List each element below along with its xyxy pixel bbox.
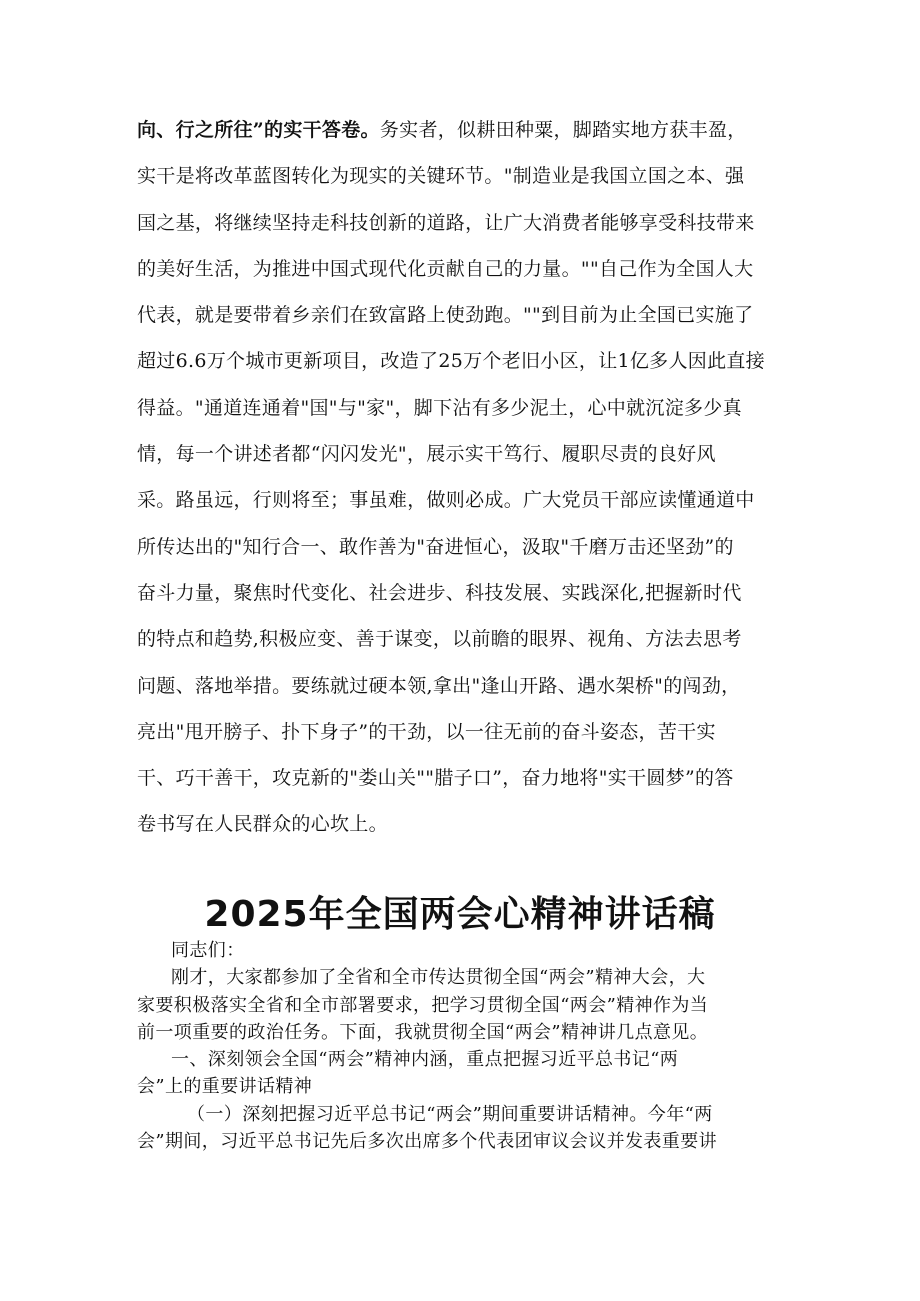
paragraph-line: 的特点和趋势,积极应变、善于谋变，以前瞻的眼界、视角、方法去思考 [137,628,742,651]
paragraph-line: 问题、落地举措。要练就过硬本领,拿出"逢山开路、遇水架桥"的闯劲， [137,674,741,697]
paragraph-line: 实干是将改革蓝图转化为现实的关键环节。"制造业是我国立国之本、强 [137,165,745,188]
paragraph-line: 奋斗力量，聚焦时代变化、社会进步、科技发展、实践深化,把握新时代 [137,581,742,604]
section-heading: 会”上的重要讲话精神 [137,1076,313,1098]
paragraph-line: 亮出"甩开膀子、扑下身子”的干劲，以一往无前的奋斗姿态，苦干实 [137,720,716,743]
body-text-section-1 [137,120,787,861]
paragraph-line: 卷书写在人民群众的心坎上。 [137,813,388,836]
section-heading: 一、深刻领会全国“两会”精神内涵，重点把握习近平总书记“两 [171,1049,679,1071]
paragraph-line: 家要积极落实全省和全市部署要求，把学习贯彻全国“两会”精神作为当 [137,994,709,1016]
paragraph-line: （一）深刻把握习近平总书记“两会”期间重要讲话精神。今年“两 [187,1103,713,1125]
paragraph-line: 超过6.6万个城市更新项目，改造了25万个老旧小区，让1亿多人因此直接 [137,350,765,373]
paragraph-line: 代表，就是要带着乡亲们在致富路上使劲跑。""到目前为止全国已实施了 [137,304,754,327]
paragraph-line: 情，每一个讲述者都“闪闪发光"，展示实干笃行、履职尽责的良好风 [137,443,716,466]
paragraph-line: 的美好生活，为推进中国式现代化贡献自己的力量。""自己作为全国人大 [137,257,754,280]
paragraph-line: 国之基，将继续坚持走科技创新的道路，让广大消费者能够享受科技带来 [137,211,755,234]
greeting: 同志们： [171,940,245,961]
document-title: 2025年全国两会心精神讲话稿 [204,894,716,935]
paragraph-line: 前一项重要的政治任务。下面，我就贯彻全国“两会”精神讲几点意见。 [137,1021,709,1043]
paragraph-line [137,120,787,166]
paragraph-line: 干、巧干善干，攻克新的"娄山关""腊子口”，奋力地将"实干圆梦”的答 [137,767,734,790]
line-text: 务实者，似耕田种粟，脚踏实地方获丰盈， [379,119,747,141]
bold-lead-phrase: 向、行之所往”的实干答卷。 [137,119,380,141]
body-text-section-2 [137,940,787,1158]
paragraph-line: 采。路虽远，行则将至；事虽难，做则必成。广大党员干部应读懂通道中 [137,489,755,512]
paragraph-line: 所传达出的"知行合一、敢作善为"奋进恒心，汲取"千磨万击还坚劲”的 [137,535,734,558]
paragraph-line: 刚才，大家都参加了全省和全市传达贯彻全国“两会”精神大会，大 [171,967,706,989]
paragraph-line: 会”期间，习近平总书记先后多次出席多个代表团审议会议并发表重要讲 [137,1131,717,1153]
paragraph-line: 得益。"通道连通着"国"与"家"，脚下沾有多少泥土，心中就沉淀多少真 [137,396,742,419]
